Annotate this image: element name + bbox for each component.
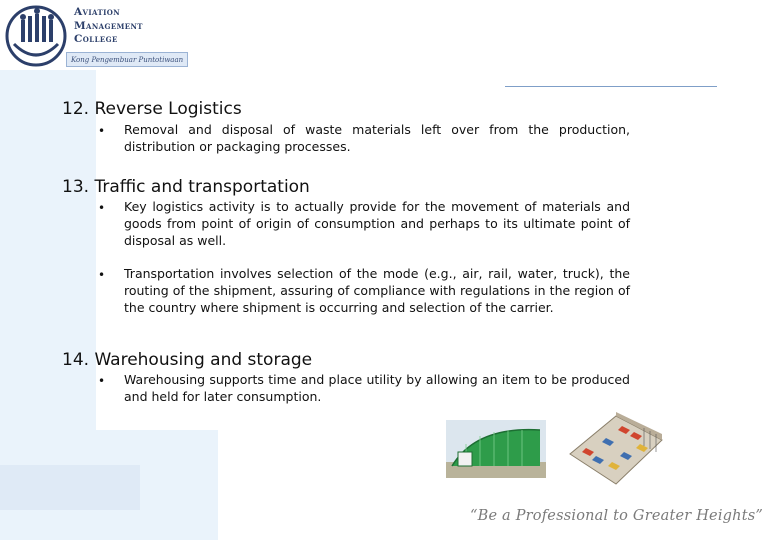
college-motto: “Be a Professional to Greater Heights” (470, 508, 763, 524)
bullet-marker: • (98, 374, 106, 388)
section-heading-traffic-transportation: 13. Traffic and transportation (62, 177, 310, 197)
college-name (74, 6, 143, 47)
warehouse-layout-image (566, 412, 666, 488)
college-name-line3: College (74, 33, 118, 45)
background-panel-bottom-inner (0, 465, 140, 510)
section-heading-warehousing-storage: 14. Warehousing and storage (62, 350, 313, 370)
bullet-text: Removal and disposal of waste materials left over from the production, distribution or packaging processes. (124, 122, 630, 154)
bullet-marker: • (98, 124, 106, 138)
college-name-line1: Aviation (74, 6, 121, 18)
bullet-text: Warehousing supports time and place utility by allowing an item to be produced and held for later consumption. (124, 372, 630, 404)
background-panel-left (0, 70, 96, 445)
warehouse-dome-image (446, 420, 546, 478)
bullet-marker: • (98, 268, 106, 282)
bullet-text: Key logistics activity is to actually provide for the movement of materials and goods from point of origin of consumption and perhaps to its ultimate point of disposal as well. (124, 199, 630, 248)
college-logo (4, 4, 190, 68)
bullet-text: Transportation involves selection of the mode (e.g., air, rail, water, truck), the routing of the shipment, assuring of compliance with regulations in the region of the country where shipment is occurring and selection of the carrier. (124, 266, 630, 315)
college-name-line2: Management (74, 19, 143, 32)
section-heading-reverse-logistics: 12. Reverse Logistics (62, 99, 242, 119)
logo-tagline: Kong Pengembuar Puntotiwaan (66, 52, 188, 67)
header-rule (505, 86, 717, 87)
college-emblem-icon (4, 4, 68, 68)
bullet-marker: • (98, 201, 106, 215)
